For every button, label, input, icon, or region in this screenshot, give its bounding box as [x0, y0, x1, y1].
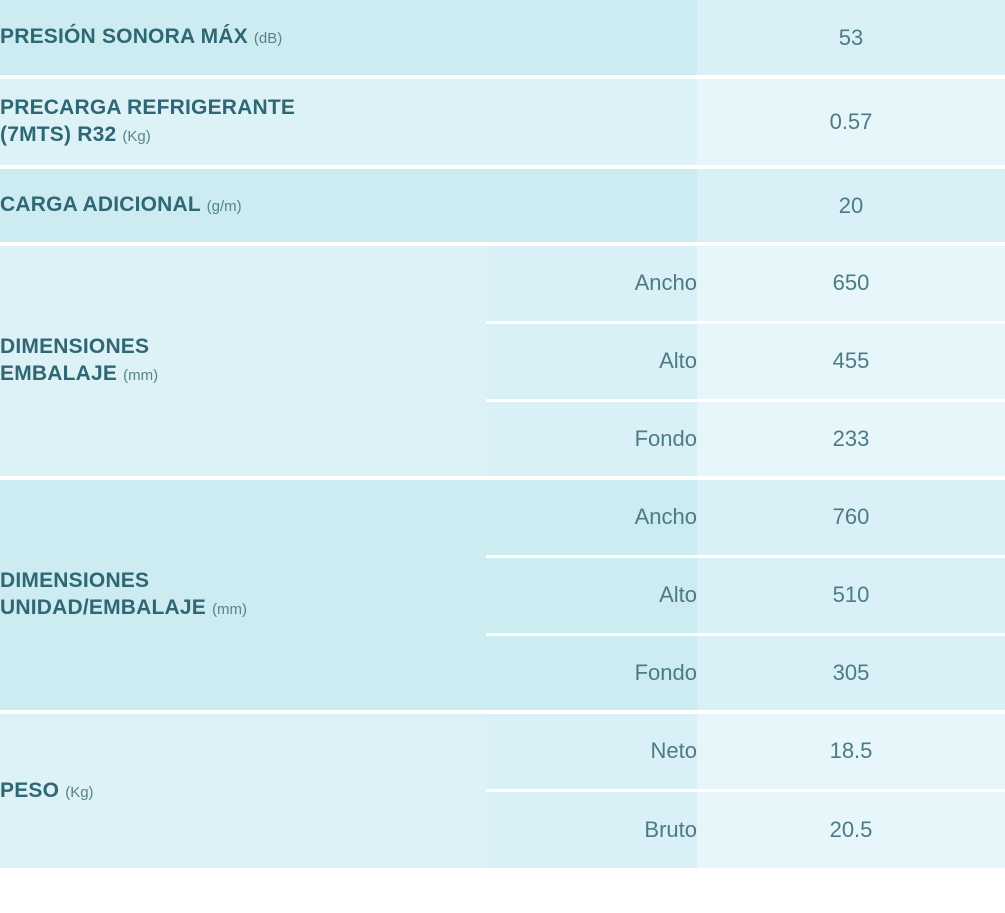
- label-text-line2: EMBALAJE: [0, 362, 118, 385]
- row-label-presion-sonora-max: [0, 0, 697, 77]
- table-row: [0, 712, 1005, 790]
- label-unit: (mm): [212, 601, 248, 618]
- sub-label-ancho: Ancho: [486, 478, 697, 556]
- row-label-dimensiones-unidad-embalaje: [0, 478, 486, 712]
- label-text: CARGA ADICIONAL: [0, 193, 201, 217]
- sub-label-fondo: Fondo: [486, 634, 697, 712]
- row-value-precarga-refrigerante: 0.57: [697, 77, 1005, 167]
- label-text-line1: DIMENSIONES: [0, 335, 150, 359]
- label-text-line1: DIMENSIONES: [0, 569, 150, 593]
- label-text: PESO: [0, 778, 60, 802]
- label-unit: (Kg): [65, 783, 94, 801]
- sub-value-alto: 510: [697, 556, 1005, 634]
- sub-label-ancho: Ancho: [486, 244, 697, 322]
- row-value-presion-sonora-max: 53: [697, 0, 1005, 77]
- sub-value-alto: 455: [697, 322, 1005, 400]
- table-row: [0, 0, 1005, 77]
- row-label-peso: [0, 712, 486, 868]
- row-value-carga-adicional: 20: [697, 167, 1005, 244]
- label-text-line2: (7MTS) R32: [0, 123, 117, 146]
- row-label-precarga-refrigerante: [0, 77, 697, 167]
- table-row: [0, 478, 1005, 556]
- sub-value-fondo: 305: [697, 634, 1005, 712]
- sub-label-fondo: Fondo: [486, 400, 697, 478]
- row-label-carga-adicional: [0, 167, 697, 244]
- sub-value-neto: 18.5: [697, 712, 1005, 790]
- sub-label-neto: Neto: [486, 712, 697, 790]
- label-unit: (dB): [253, 30, 283, 48]
- label-unit: (g/m): [206, 198, 242, 216]
- sub-value-fondo: 233: [697, 400, 1005, 478]
- sub-value-ancho: 650: [697, 244, 1005, 322]
- label-text-line1: PRECARGA REFRIGERANTE: [0, 96, 296, 120]
- label-text-line2: UNIDAD/EMBALAJE: [0, 596, 207, 619]
- sub-label-alto: Alto: [486, 322, 697, 400]
- table-row: [0, 244, 1005, 322]
- sub-value-ancho: 760: [697, 478, 1005, 556]
- table-row: [0, 77, 1005, 167]
- label-unit: (mm): [123, 367, 159, 384]
- table-row: [0, 167, 1005, 244]
- sub-label-bruto: Bruto: [486, 790, 697, 868]
- sub-label-alto: Alto: [486, 556, 697, 634]
- label-text: PRESIÓN SONORA MÁX: [0, 25, 248, 49]
- row-label-dimensiones-embalaje: [0, 244, 486, 478]
- label-unit: (Kg): [122, 128, 151, 145]
- sub-value-bruto: 20.5: [697, 790, 1005, 868]
